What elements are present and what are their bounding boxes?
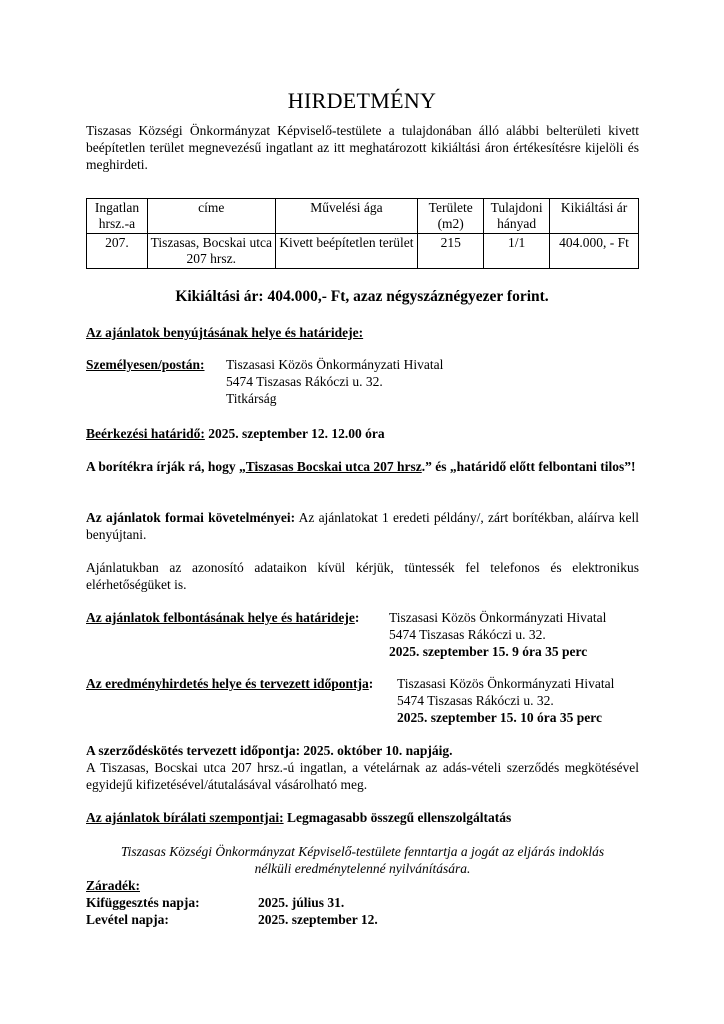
reservation-line: nélküli eredménytelenné nyilvánítására. — [254, 861, 471, 876]
submission-label: Személyesen/postán: — [86, 357, 205, 372]
result-address — [397, 675, 614, 726]
clause-block — [86, 877, 378, 928]
deadline-value: 2025. szeptember 12. 12.00 óra — [204, 426, 385, 441]
contact-note: Ajánlatukban az azonosító adataikon kívül kérjük, tüntessék fel telefonos és elektronikus elérhetőségüket is. — [86, 560, 639, 592]
address-line: 5474 Tiszasas Rákóczi u. 32. — [226, 374, 383, 389]
cell-ownership: 1/1 — [484, 234, 550, 269]
header-address: címe — [147, 199, 275, 234]
contract-block — [86, 742, 639, 793]
formal-text: Az ajánlatokat 1 eredeti példány/, zárt borítékban, aláírva kell benyújtani. — [86, 510, 639, 542]
contract-text: A Tiszasas, Bocskai utca 207 hrsz.-ú ingatlan, a vételárnak az adás-vételi szerződés megkötésével egyidejű kifizetésével/átutalásával vásárolható meg. — [86, 760, 639, 792]
header-hrsz: Ingatlan hrsz.-a — [87, 199, 148, 234]
submission-block — [86, 356, 443, 407]
page-title: HIRDETMÉNY — [287, 88, 437, 113]
header-area: Területe (m2) — [418, 199, 484, 234]
address-line: 5474 Tiszasas Rákóczi u. 32. — [389, 627, 546, 642]
result-label-wrap — [86, 675, 397, 726]
clause-value: 2025. szeptember 12. — [258, 912, 378, 927]
cell-area: 215 — [418, 234, 484, 269]
submission-heading: Az ajánlatok benyújtásának helye és határideje: — [86, 325, 364, 340]
formal-label: Az ajánlatok formai követelményei: — [86, 510, 296, 525]
submission-address — [226, 356, 443, 407]
opening-label-wrap — [86, 609, 389, 660]
result-date: 2025. szeptember 15. 10 óra 35 perc — [397, 710, 602, 725]
formal-requirements — [86, 509, 639, 543]
address-line: Tiszasasi Közös Önkormányzati Hivatal — [389, 610, 607, 625]
envelope-prefix: A borítékra írják rá, hogy — [86, 459, 239, 474]
reservation-line: Tiszasas Községi Önkormányzat Képviselő-testülete fenntartja a jogát az eljárás indoklás — [120, 844, 605, 859]
criteria-label: Az ajánlatok bírálati szempontjai: — [86, 810, 284, 825]
result-colon: : — [368, 676, 374, 691]
clause-label: Kifüggesztés napja: — [86, 895, 200, 910]
header-ownership: Tulajdoni hányad — [484, 199, 550, 234]
address-line: Titkárság — [226, 391, 277, 406]
opening-block — [86, 609, 606, 660]
clause-label: Levétel napja: — [86, 912, 169, 927]
address-line: 5474 Tiszasas Rákóczi u. 32. — [397, 693, 554, 708]
result-block — [86, 675, 614, 726]
price-line: Kikiáltási ár: 404.000,- Ft, azaz négyszáznégyezer forint. — [175, 288, 549, 305]
deadline-label: Beérkezési határidő: — [86, 426, 205, 441]
envelope-quote-open: „ — [239, 459, 246, 474]
intro-paragraph: Tiszasas Községi Önkormányzat Képviselő-testülete a tulajdonában álló alábbi belterületi kivett beépítetlen terület megnevezésű ingatlant az itt meghatározott kikiáltási áron értékesítésre kijelöli és meghirdeti. — [86, 123, 639, 172]
cell-cultivation: Kivett beépítetlen terület — [275, 234, 418, 269]
cell-price: 404.000, - Ft — [550, 234, 639, 269]
header-cultivation: Művelési ága — [275, 199, 418, 234]
criteria-value: Legmagasabb összegű ellenszolgáltatás — [283, 810, 512, 825]
opening-date: 2025. szeptember 15. 9 óra 35 perc — [389, 644, 588, 659]
opening-address — [389, 609, 606, 660]
envelope-instruction — [86, 458, 639, 475]
table-row — [87, 234, 639, 269]
property-table — [86, 198, 639, 269]
opening-colon: : — [354, 610, 360, 625]
deadline-line — [86, 425, 385, 442]
cell-address: Tiszasas, Bocskai utca 207 hrsz. — [147, 234, 275, 269]
result-label: Az eredményhirdetés helye és tervezett időpontja — [86, 676, 369, 691]
reservation-note — [86, 843, 639, 877]
table-header-row — [87, 199, 639, 234]
envelope-suffix: .” és „határidő előtt felbontani tilos”! — [421, 459, 636, 474]
clause-row — [86, 894, 378, 911]
contract-heading: A szerződéskötés tervezett időpontja: 2025. október 10. napjáig. — [86, 743, 453, 758]
clause-heading: Záradék: — [86, 878, 140, 893]
clause-value: 2025. július 31. — [258, 895, 345, 910]
opening-label: Az ajánlatok felbontásának helye és határideje — [86, 610, 355, 625]
header-price: Kikiáltási ár — [550, 199, 639, 234]
criteria-line — [86, 809, 511, 826]
address-line: Tiszasasi Közös Önkormányzati Hivatal — [397, 676, 615, 691]
address-line: Tiszasasi Közös Önkormányzati Hivatal — [226, 357, 444, 372]
envelope-quoted: Tiszasas Bocskai utca 207 hrsz — [245, 459, 422, 474]
cell-hrsz: 207. — [87, 234, 148, 269]
clause-row — [86, 911, 378, 928]
